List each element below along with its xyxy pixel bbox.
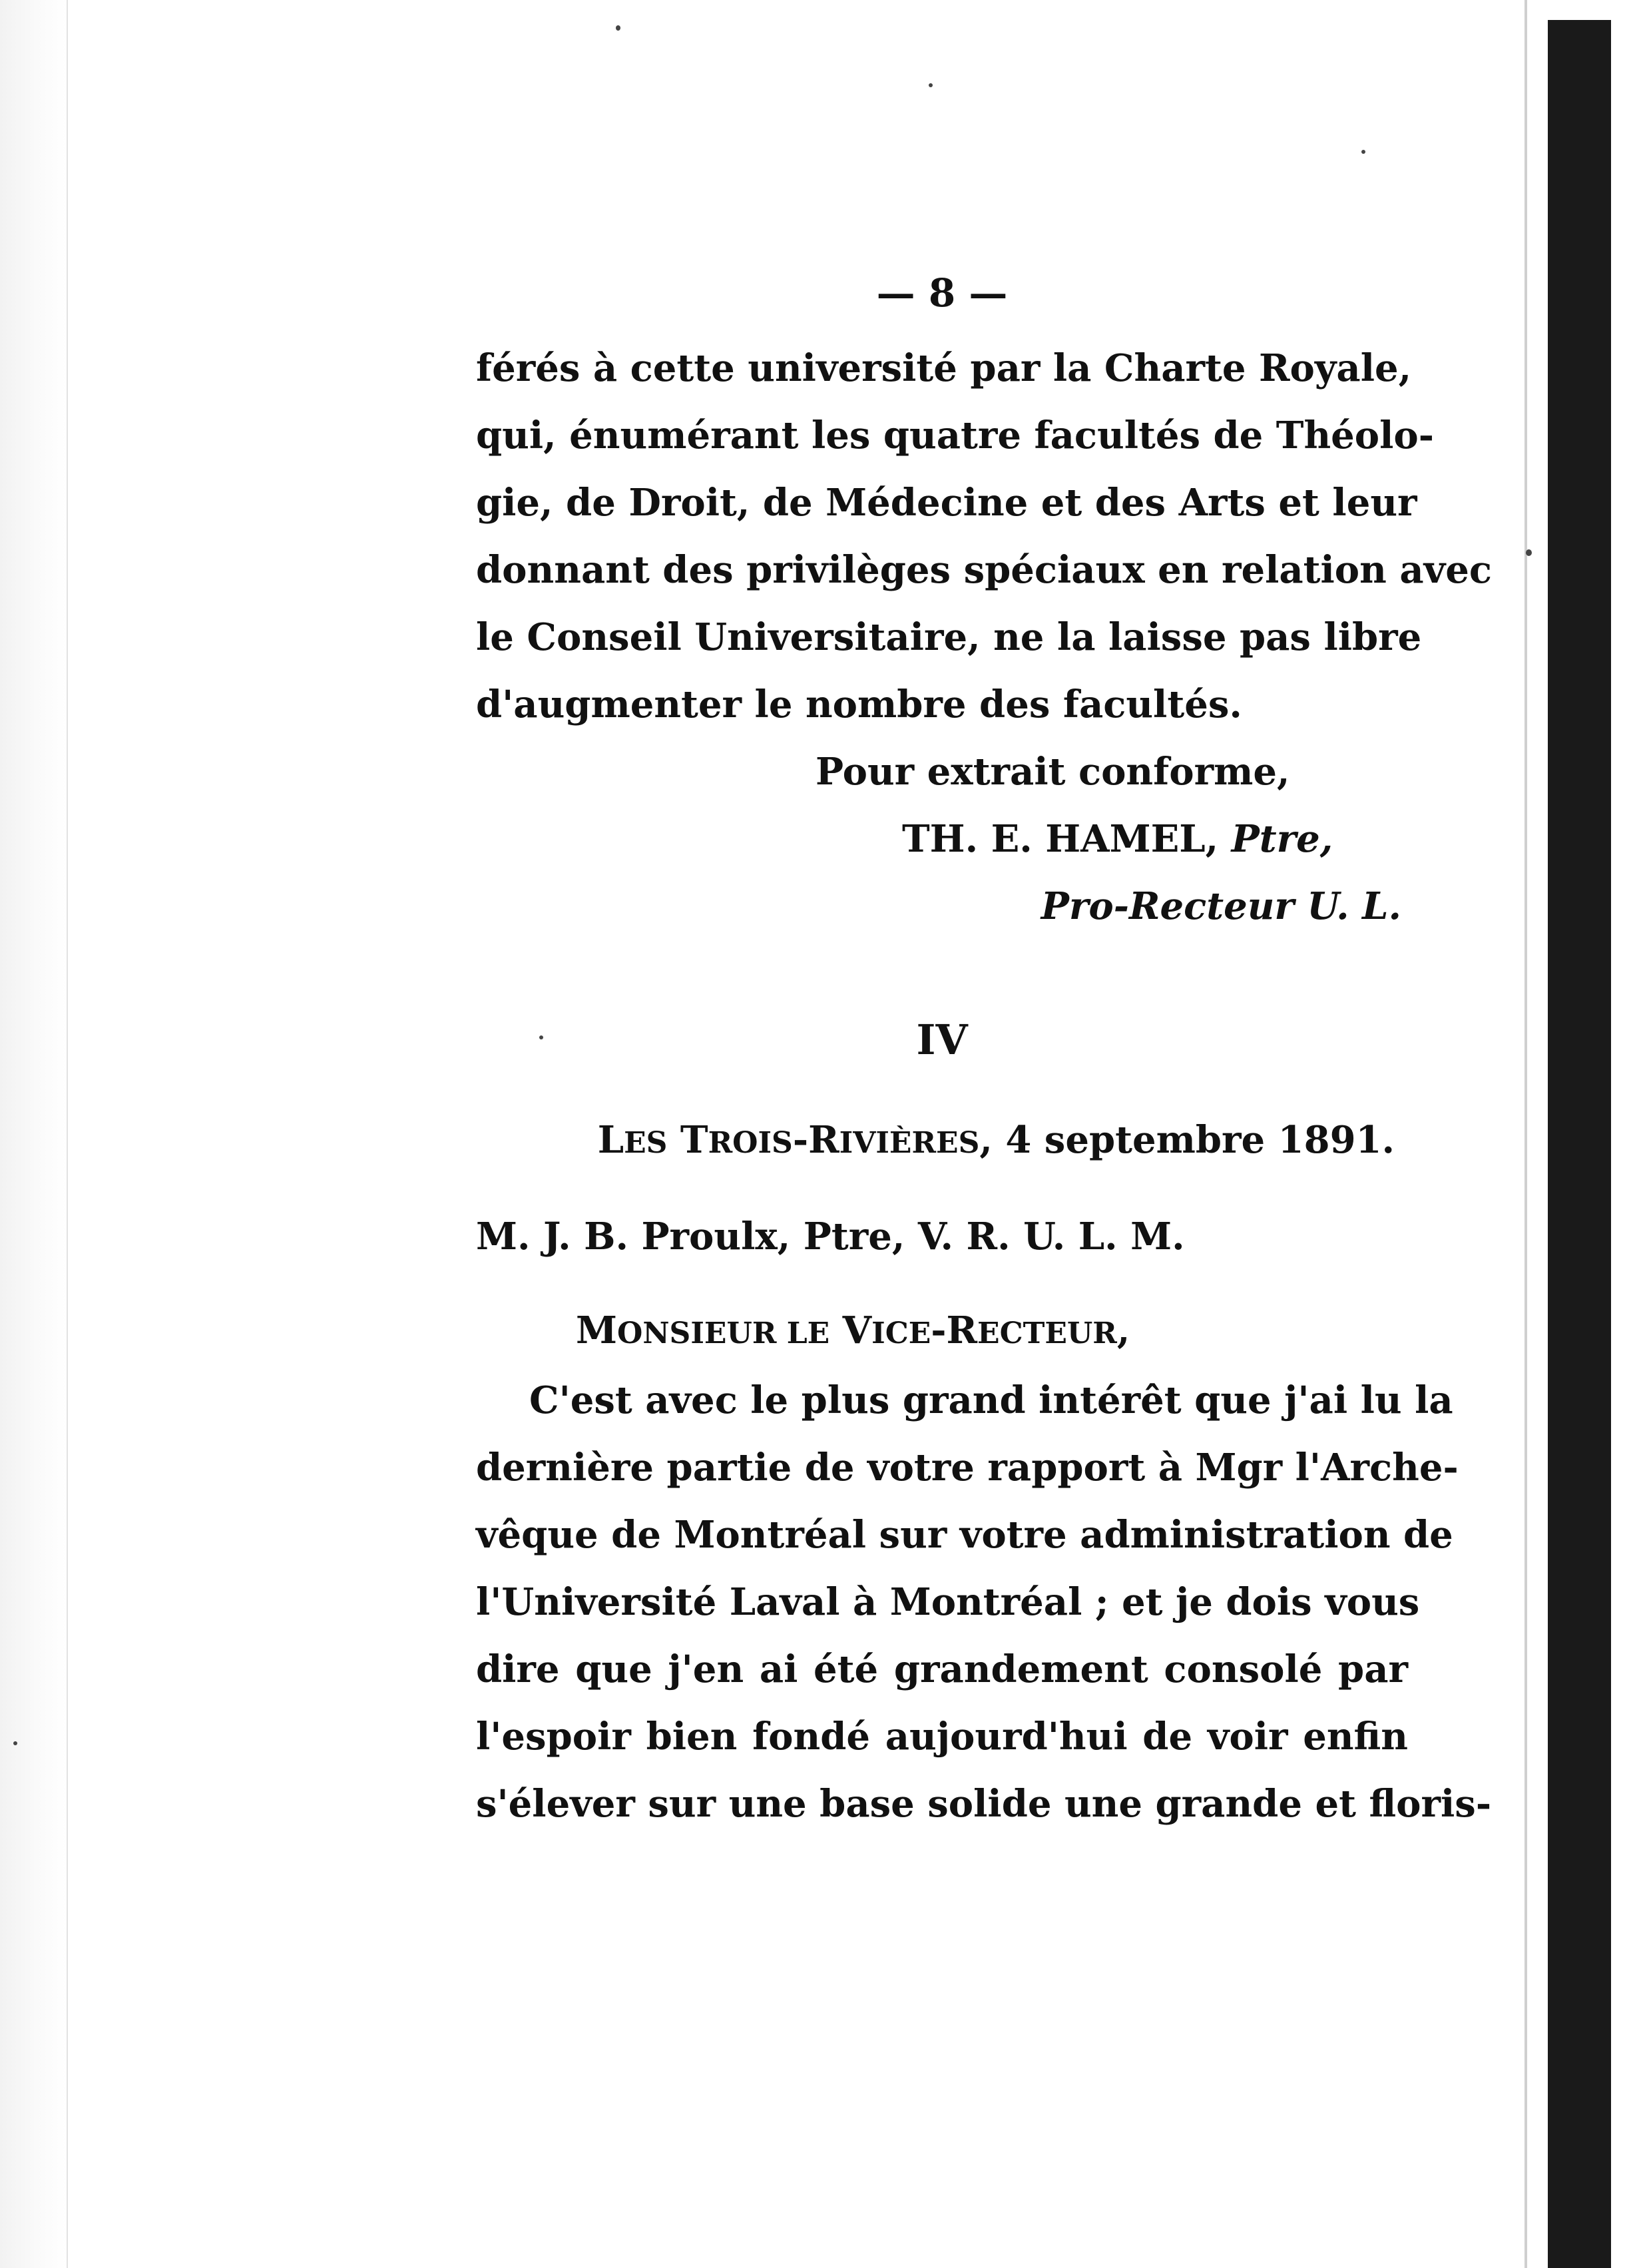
signer-line	[476, 806, 1408, 873]
salutation-line	[476, 1297, 1408, 1367]
smallcap-initial: V	[829, 1308, 872, 1352]
text-line: qui, énumérant les quatre facultés de Théolo-	[476, 414, 1435, 457]
letter-paragraph	[476, 1367, 1492, 1838]
smallcap-initial: M	[576, 1308, 617, 1352]
smallcap-rest: ECTEUR	[977, 1316, 1117, 1350]
smallcap-initial: -R	[931, 1308, 978, 1352]
text-line: donnant des privilèges spéciaux en relation avec	[476, 548, 1492, 592]
text-line: l'Université Laval à Montréal ; et je dois vous	[476, 1580, 1420, 1624]
continued-paragraph	[476, 335, 1492, 738]
smallcap-rest: ONSIEUR LE	[617, 1316, 830, 1350]
scan-speck	[1361, 150, 1365, 154]
spine-shadow	[1524, 0, 1527, 2268]
place-date-line	[476, 1107, 1408, 1177]
page-number: — 8 —	[876, 270, 1008, 316]
closing-formula: Pour extrait conforme,	[816, 750, 1290, 794]
smallcap-rest: IVIÈRES	[839, 1126, 980, 1160]
text-line: s'élever sur une base solide une grande et floris-	[476, 1782, 1492, 1826]
smallcap-rest: ES	[624, 1126, 668, 1160]
text-line: d'augmenter le nombre des facultés.	[476, 683, 1242, 726]
text-line: dernière partie de votre rapport à Mgr l'Arche-	[476, 1446, 1459, 1490]
text-line: l'espoir bien fondé aujourd'hui de voir enfin	[476, 1715, 1408, 1759]
text-line: le Conseil Universitaire, ne la laisse pas libre	[476, 615, 1422, 659]
scan-speck	[13, 1741, 17, 1745]
smallcap-initial: T	[667, 1118, 708, 1162]
salutation-punct: ,	[1116, 1308, 1130, 1352]
smallcap-rest: ROIS	[708, 1126, 793, 1160]
smallcap-initial: -R	[792, 1118, 839, 1162]
book-spine-dark-bar	[1548, 20, 1611, 2268]
closing-signature	[476, 738, 1408, 940]
signer-office: Pro-Recteur U. L.	[1041, 884, 1401, 928]
smallcap-initial: L	[597, 1118, 624, 1162]
left-page-edge	[0, 0, 68, 2268]
signer-name: TH. E. HAMEL,	[902, 817, 1219, 861]
text-line: férés à cette université par la Charte Royale,	[476, 346, 1412, 390]
text-line: gie, de Droit, de Médecine et des Arts et leur	[476, 481, 1417, 525]
text-line: vêque de Montréal sur votre administration de	[476, 1513, 1453, 1557]
scan-speck	[1526, 549, 1532, 556]
section-numeral: IV	[916, 1015, 968, 1064]
date-text: , 4 septembre 1891.	[979, 1118, 1395, 1162]
scan-speck	[929, 83, 933, 87]
text-line: dire que j'en ai été grandement consolé par	[476, 1647, 1408, 1691]
text-line: C'est avec le plus grand intérêt que j'ai lu la	[529, 1378, 1453, 1422]
scan-speck	[616, 25, 620, 31]
page-text	[476, 263, 1492, 1838]
signer-title: Ptre,	[1231, 817, 1333, 861]
smallcap-rest: ICE	[871, 1316, 931, 1350]
addressee-line: M. J. B. Proulx, Ptre, V. R. U. L. M.	[476, 1215, 1185, 1259]
